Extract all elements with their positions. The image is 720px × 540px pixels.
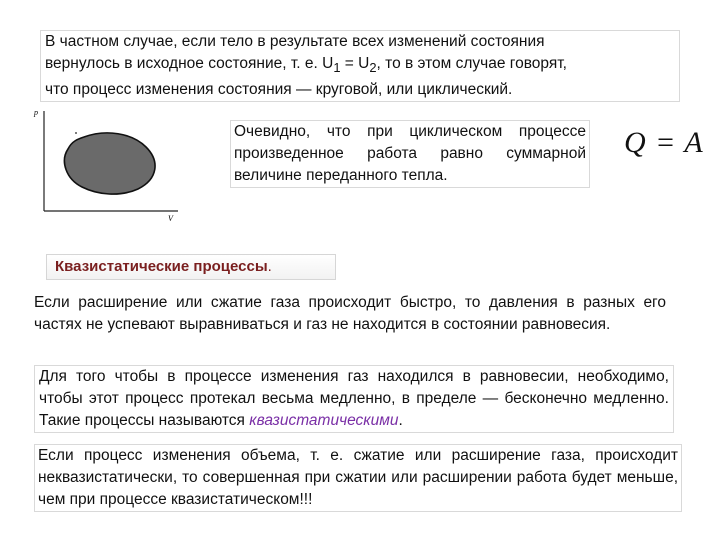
- cyclic-text: Очевидно, что при циклическом процессе произведенное работа равно суммарной величине переданного тепла.: [234, 123, 586, 184]
- slow-process-end: .: [398, 412, 403, 429]
- formula-q-equals-a: Q = A: [624, 126, 704, 159]
- intro-line-2c: , то в этом случае говорят,: [376, 55, 567, 72]
- pv-diagram: [28, 103, 188, 231]
- cyclic-paragraph: [230, 120, 590, 188]
- cycle-region: [64, 133, 155, 194]
- stray-dot: [75, 132, 77, 134]
- work-paragraph: [34, 444, 682, 512]
- intro-line-2b: = U: [340, 55, 370, 72]
- x-axis-label: V: [168, 214, 173, 223]
- intro-line-2a: вернулось в исходное состояние, т. е. U: [45, 55, 334, 72]
- intro-paragraph: [40, 30, 680, 102]
- heading-dot: .: [267, 258, 272, 275]
- quasistatic-term: квазистатическими: [249, 412, 399, 429]
- heading-text: Квазистатические процессы: [55, 258, 268, 275]
- pv-diagram-svg: [28, 103, 188, 231]
- intro-line-1: В частном случае, если тело в результате всех изменений состояния: [45, 33, 545, 50]
- fast-process-paragraph: [34, 292, 666, 336]
- fast-process-text: Если расширение или сжатие газа происходит быстро, то давления в разных его частях не успевают выравниваться и газ не находится в состоянии равновесия.: [34, 294, 666, 333]
- slow-process-paragraph: [34, 365, 674, 433]
- section-heading: [46, 254, 336, 280]
- subscript-2: 2: [369, 60, 377, 76]
- slow-process-text: Для того чтобы в процессе изменения газ находился в равновесии, необходимо, чтобы этот процесс протекал весьма медленно, в пределе — бесконечно медленно. Такие процессы называются: [39, 368, 669, 429]
- work-text: Если процесс изменения объема, т. е. сжатие или расширение газа, происходит неквазистатически, то совершенная при сжатии или расширении работа будет меньше, чем при процессе квазистатическом!!!: [38, 447, 678, 508]
- subscript-1: 1: [333, 60, 341, 76]
- y-axis-label: p: [34, 108, 38, 117]
- intro-line-3: что процесс изменения состояния — круговой, или циклический.: [45, 81, 513, 99]
